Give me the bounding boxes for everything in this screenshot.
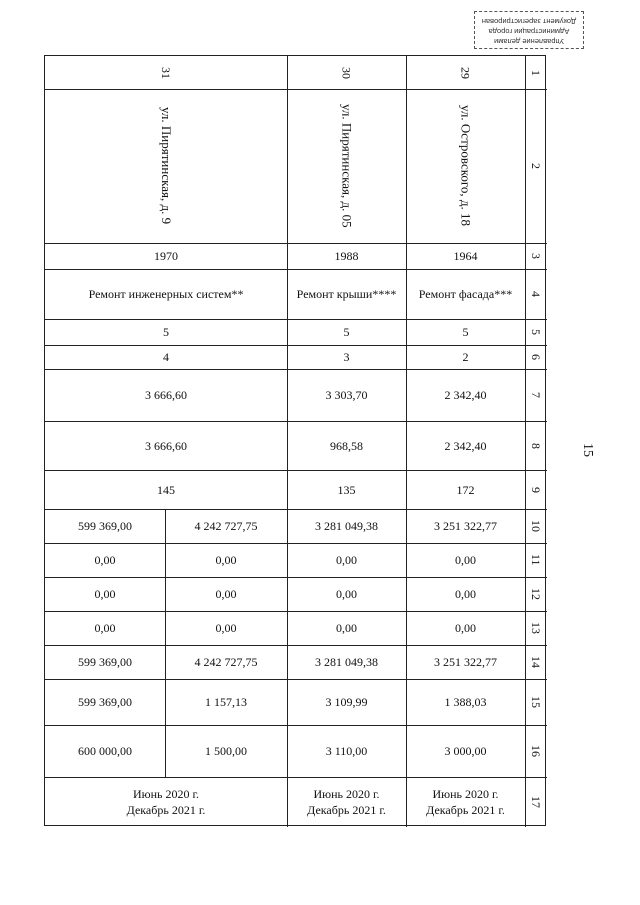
registration-stamp	[474, 11, 584, 49]
year-cell: 1970	[154, 249, 178, 263]
cost-cell: 3 251 322,77	[434, 519, 497, 533]
column-number: 13	[529, 622, 543, 634]
cost-cell: 4 242 727,75	[194, 655, 258, 669]
cost-cell: 0,00	[215, 587, 237, 601]
column-number: 5	[529, 329, 543, 335]
value-cell: 2	[462, 350, 469, 364]
work-type-cell: Ремонт фасада***	[418, 287, 513, 301]
record-number: 31	[159, 66, 173, 79]
period-cell-line: Декабрь 2021 г.	[426, 803, 505, 817]
period-cell-line: Декабрь 2021 г.	[126, 803, 206, 817]
cost-cell: 0,00	[455, 621, 476, 635]
cost-cell: 599 369,00	[78, 695, 132, 709]
cost-cell: 4 242 727,75	[194, 519, 258, 533]
area-cell: 968,58	[330, 438, 363, 453]
column-number: 1	[529, 69, 543, 76]
data-table	[44, 55, 546, 826]
record-number: 29	[458, 66, 473, 79]
cost-cell: 3 109,99	[325, 695, 368, 709]
cost-cell: 0,00	[336, 553, 357, 567]
column-number: 9	[529, 486, 543, 493]
column-number: 16	[529, 745, 543, 757]
address-cell: ул. Островского, д. 18	[458, 105, 474, 227]
cost-cell: 3 000,00	[444, 744, 487, 758]
residents-cell: 135	[337, 482, 356, 497]
period-cell-line: Декабрь 2021 г.	[307, 803, 386, 817]
column-number: 10	[529, 520, 543, 532]
cost-cell: 0,00	[94, 587, 116, 601]
period-cell-line: Июнь 2020 г.	[432, 787, 499, 801]
cost-cell: 0,00	[94, 621, 116, 635]
column-number: 14	[529, 656, 543, 668]
column-number: 15	[529, 696, 543, 708]
residents-cell: 145	[157, 482, 175, 497]
cost-cell: 0,00	[455, 553, 476, 567]
area-cell: 3 666,60	[145, 438, 187, 453]
period-cell	[287, 777, 406, 827]
column-number: 3	[529, 253, 543, 259]
cost-cell: 599 369,00	[78, 519, 132, 533]
work-type-cell: Ремонт инженерных систем**	[88, 287, 244, 301]
cost-cell: 3 110,00	[325, 744, 368, 758]
cost-cell: 1 500,00	[205, 744, 247, 758]
period-cell	[406, 777, 525, 827]
cost-cell: 600 000,00	[78, 744, 132, 758]
value-cell: 3	[343, 350, 350, 364]
stamp-line: Документ зарегистрирован	[481, 17, 577, 26]
column-number: 11	[529, 554, 543, 566]
stamp-line: Администрации города	[488, 27, 570, 36]
column-number: 6	[529, 354, 543, 360]
value-cell: 5	[343, 325, 350, 339]
cost-cell: 0,00	[336, 621, 357, 635]
value-cell: 5	[163, 325, 169, 339]
period-cell	[45, 777, 287, 827]
column-number: 4	[529, 291, 543, 297]
page-number: 15	[580, 443, 595, 457]
area-cell: 3 666,60	[145, 388, 187, 402]
period-cell-line: Июнь 2020 г.	[313, 787, 380, 801]
cost-cell: 1 388,03	[444, 695, 487, 709]
column-number: 8	[529, 442, 543, 449]
area-cell: 2 342,40	[444, 438, 487, 453]
column-number: 12	[529, 588, 543, 600]
column-number: 2	[529, 163, 543, 169]
cost-cell: 3 281 049,38	[315, 519, 378, 533]
value-cell: 4	[163, 350, 169, 364]
cost-cell: 0,00	[94, 553, 116, 567]
area-cell: 2 342,40	[444, 388, 487, 402]
cost-cell: 0,00	[336, 587, 357, 601]
cost-cell: 0,00	[215, 621, 237, 635]
cost-cell: 1 157,13	[205, 695, 247, 709]
cost-cell: 599 369,00	[78, 655, 132, 669]
work-type-cell: Ремонт крыши****	[296, 287, 397, 301]
value-cell: 5	[462, 325, 469, 339]
residents-cell: 172	[456, 482, 475, 497]
cost-cell: 0,00	[455, 587, 476, 601]
stamp-line: Управление делами	[494, 37, 564, 46]
cost-cell: 3 281 049,38	[315, 655, 378, 669]
cost-cell: 3 251 322,77	[434, 655, 497, 669]
column-number: 17	[529, 796, 543, 808]
address-cell: ул. Пирятинская, д. 05	[339, 104, 355, 228]
cost-cell: 0,00	[215, 553, 237, 567]
record-number: 30	[339, 66, 354, 79]
year-cell: 1964	[453, 249, 478, 263]
address-cell: ул. Пирятинская, д. 9	[159, 107, 174, 225]
area-cell: 3 303,70	[325, 388, 368, 402]
column-number: 7	[529, 392, 543, 398]
year-cell: 1988	[334, 249, 359, 263]
period-cell-line: Июнь 2020 г.	[132, 787, 200, 801]
